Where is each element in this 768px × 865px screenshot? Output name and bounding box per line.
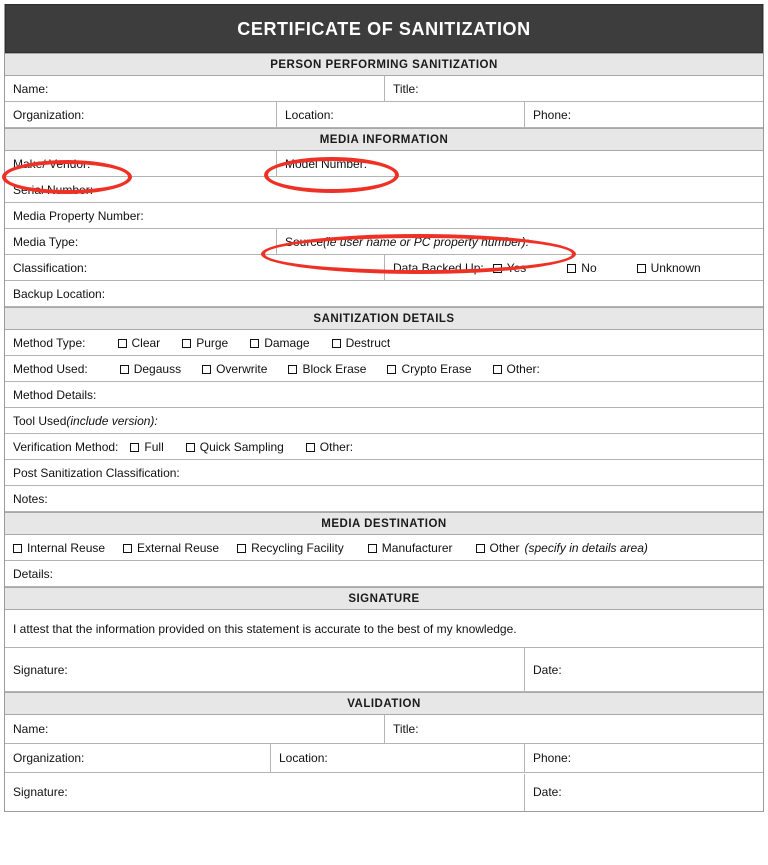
checkbox-data-backed-up-no[interactable] [567,261,596,275]
checkbox-label: Degauss [133,361,182,376]
label-validation-title: Title: [393,722,419,736]
label-tool-used: Tool Used [13,413,67,428]
label-source-hint: (ie user name or PC property number): [323,234,530,249]
checkbox-method-used-crypto-erase[interactable] [387,362,471,376]
field-method-type [5,330,763,355]
label-source: Source [285,234,324,249]
section-header-media-information: MEDIA INFORMATION [5,128,763,151]
certificate-form [4,4,764,812]
checkbox-verification-other[interactable] [306,440,353,454]
row-media-type-source [5,229,763,255]
label-method-used: Method Used: [13,361,88,376]
field-attestation [5,616,763,641]
row-validation-org [5,744,763,773]
label-backup-location: Backup Location: [13,286,106,301]
label-destination-details: Details: [13,566,54,581]
row-destination-details [5,561,763,587]
checkbox-label: Manufacturer [381,540,453,555]
row-post-sanitization-classification [5,460,763,486]
checkbox-square-icon [130,443,139,452]
field-person-organization[interactable] [5,102,276,127]
field-validation-name[interactable] [5,715,384,743]
checkbox-destination-external-reuse[interactable] [123,541,219,555]
field-person-location[interactable] [276,102,524,127]
checkbox-method-type-clear[interactable] [118,336,161,350]
checkbox-data-backed-up-yes[interactable] [493,261,527,275]
row-tool-used [5,408,763,434]
checkbox-label: Block Erase [302,361,367,376]
checkbox-label: Other [489,540,520,555]
label-method-type: Method Type: [13,335,86,350]
row-make-model [5,151,763,177]
checkbox-label: Destruct [345,335,391,350]
checkbox-square-icon [332,339,341,348]
checkbox-label: Other: [506,361,540,376]
checkbox-square-icon [288,365,297,374]
field-post-sanitization-classification[interactable] [5,460,763,485]
field-validation-title[interactable] [384,715,763,743]
label-classification: Classification: [13,260,88,275]
field-backup-location[interactable] [5,281,763,306]
page-title: CERTIFICATE OF SANITIZATION [5,4,763,53]
row-verification-method [5,434,763,460]
checkbox-verification-quick-sampling[interactable] [186,440,284,454]
checkbox-square-icon [368,544,377,553]
checkbox-label: Unknown [650,260,701,275]
label-destination-other-hint: (specify in details area) [524,540,648,555]
checkbox-method-used-degauss[interactable] [120,362,181,376]
field-person-name[interactable] [5,76,384,101]
field-validation-date[interactable] [524,774,763,811]
checkbox-square-icon [120,365,129,374]
checkbox-method-type-destruct[interactable] [332,336,391,350]
row-method-type [5,330,763,356]
label-validation-organization: Organization: [13,751,85,765]
section-header-sanitization-details: SANITIZATION DETAILS [5,307,763,330]
checkbox-square-icon [118,339,127,348]
checkbox-label: No [581,260,597,275]
label-tool-used-hint: (include version): [66,413,158,428]
checkbox-square-icon [123,544,132,553]
row-validation-signature-date [5,773,763,811]
field-person-phone[interactable] [524,102,763,127]
checkbox-destination-other[interactable] [476,541,648,555]
checkbox-method-type-purge[interactable] [182,336,228,350]
checkbox-square-icon [237,544,246,553]
field-signature[interactable] [5,648,524,691]
field-signature-date[interactable] [524,648,763,691]
field-method-details[interactable] [5,382,763,407]
label-person-name: Name: [13,81,49,96]
checkbox-square-icon [306,443,315,452]
field-destination-details[interactable] [5,561,763,586]
row-backup-location [5,281,763,307]
label-person-organization: Organization: [13,107,85,122]
checkbox-label: Full [144,439,164,454]
field-tool-used[interactable] [5,408,763,433]
row-signature-date [5,648,763,692]
checkbox-square-icon [202,365,211,374]
row-notes [5,486,763,512]
checkbox-method-type-damage[interactable] [250,336,309,350]
checkbox-label: External Reuse [137,540,220,555]
field-make-vendor[interactable] [5,151,276,176]
section-header-signature: SIGNATURE [5,587,763,610]
field-source[interactable] [276,229,763,254]
label-person-phone: Phone: [533,107,572,122]
label-validation-signature: Signature: [13,785,68,799]
label-validation-location: Location: [279,751,328,765]
field-data-backed-up [384,255,763,280]
checkbox-label: Yes [506,260,527,275]
field-validation-signature[interactable] [5,774,524,811]
field-media-type[interactable] [5,229,276,254]
checkbox-destination-internal-reuse[interactable] [13,541,105,555]
label-attestation: I attest that the information provided on this statement is accurate to the best of my knowledge. [13,621,517,636]
label-signature: Signature: [13,662,68,677]
field-person-title[interactable] [384,76,763,101]
checkbox-method-used-overwrite[interactable] [202,362,267,376]
label-serial-number: Serial Number: [13,182,94,197]
checkbox-square-icon [182,339,191,348]
row-person-org [5,102,763,128]
label-validation-phone: Phone: [533,751,572,765]
checkbox-data-backed-up-unknown[interactable] [637,261,701,275]
field-model-number[interactable] [276,151,763,176]
row-classification-backup [5,255,763,281]
checkbox-label: Damage [264,335,310,350]
label-verification-method: Verification Method: [13,439,119,454]
label-post-sanitization-classification: Post Sanitization Classification: [13,465,180,480]
checkbox-square-icon [637,264,646,273]
label-person-title: Title: [393,81,419,96]
checkbox-square-icon [476,544,485,553]
row-validation-name [5,715,763,744]
row-person-name [5,76,763,102]
checkbox-label: Clear [131,335,161,350]
field-media-property-number[interactable] [5,203,763,228]
row-serial-number [5,177,763,203]
field-media-destination [5,535,763,560]
label-person-location: Location: [285,107,334,122]
checkbox-method-used-other[interactable] [493,362,540,376]
checkbox-square-icon [186,443,195,452]
checkbox-method-used-block-erase[interactable] [288,362,366,376]
checkbox-label: Quick Sampling [199,439,284,454]
checkbox-label: Overwrite [216,361,268,376]
checkbox-square-icon [567,264,576,273]
label-notes: Notes: [13,491,48,506]
checkbox-square-icon [493,264,502,273]
checkbox-label: Purge [196,335,229,350]
row-media-destination-options [5,535,763,561]
label-signature-date: Date: [533,662,562,677]
row-attestation [5,610,763,648]
label-make-vendor: Make/ Vendor: [13,156,91,171]
row-media-property-number [5,203,763,229]
field-validation-organization[interactable] [5,744,270,772]
row-method-details [5,382,763,408]
section-header-person: PERSON PERFORMING SANITIZATION [5,53,763,76]
checkbox-label: Recycling Facility [251,540,344,555]
checkbox-square-icon [13,544,22,553]
checkbox-square-icon [387,365,396,374]
row-method-used [5,356,763,382]
field-validation-phone[interactable] [524,744,763,772]
label-validation-date: Date: [533,785,562,799]
field-validation-location[interactable] [270,744,524,772]
field-classification[interactable] [5,255,384,280]
label-method-details: Method Details: [13,387,97,402]
checkbox-label: Crypto Erase [401,361,472,376]
label-validation-name: Name: [13,722,49,736]
label-model-number: Model Number: [285,156,368,171]
label-media-property-number: Media Property Number: [13,208,144,223]
field-verification-method [5,434,763,459]
checkbox-label: Other: [319,439,354,454]
checkbox-verification-full[interactable] [130,440,163,454]
checkbox-square-icon [493,365,502,374]
label-media-type: Media Type: [13,234,79,249]
section-header-validation: VALIDATION [5,692,763,715]
section-header-media-destination: MEDIA DESTINATION [5,512,763,535]
field-serial-number[interactable] [5,177,763,202]
checkbox-destination-recycling-facility[interactable] [237,541,344,555]
field-notes[interactable] [5,486,763,511]
field-method-used [5,356,763,381]
checkbox-label: Internal Reuse [27,540,106,555]
label-data-backed-up: Data Backed Up: [393,260,484,275]
checkbox-square-icon [250,339,259,348]
checkbox-destination-manufacturer[interactable] [368,541,453,555]
